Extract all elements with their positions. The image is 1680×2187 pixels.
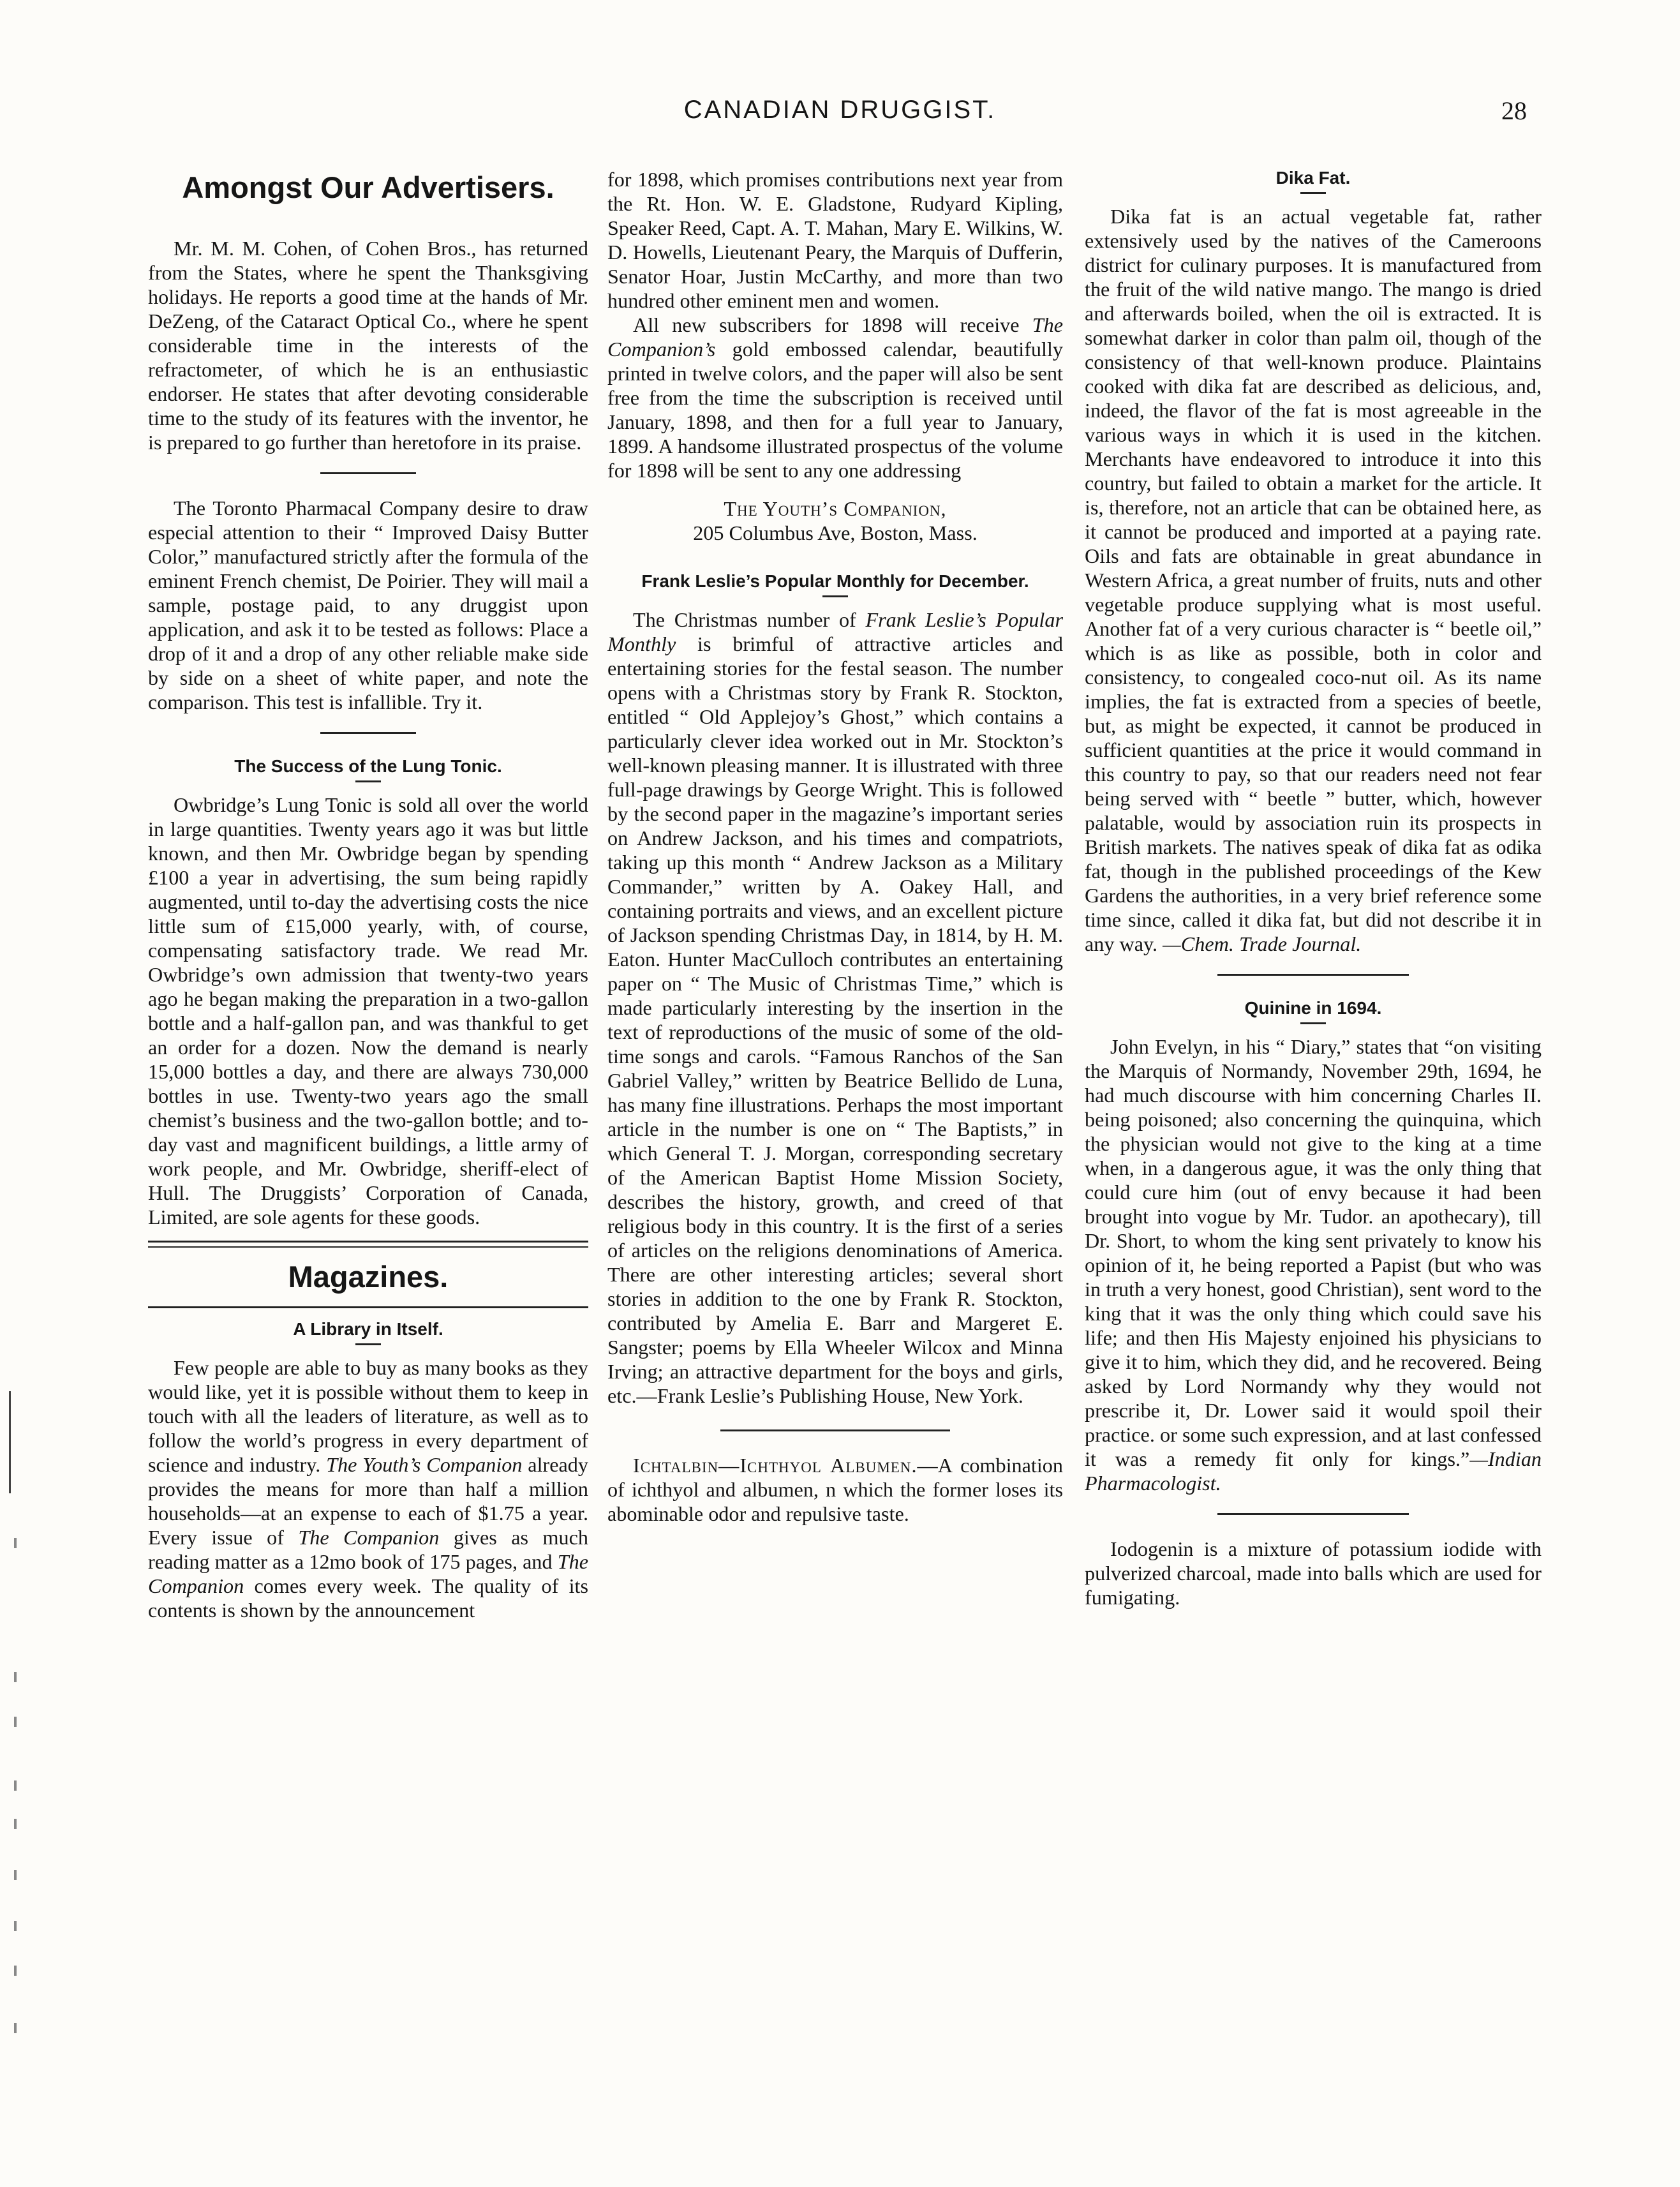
- scan-margin-dots: [8, 1372, 27, 2106]
- heading-dash: [822, 595, 848, 597]
- heading-dash: [1300, 192, 1326, 194]
- section-rule: [148, 1306, 588, 1308]
- article-paragraph: Few people are able to buy as many books as they would like, yet it is possible without them to keep in touch with all the leaders of literature, as well as to follow the world’s progress in every department of science and industry. The Youth’s Companion already provides the means for more than half a million households—at an expense to each of $1.75 a year. Every issue of The Companion gives as much reading matter as a 12mo book of 175 pages, and The Companion comes every week. The quality of its contents is shown by the announcement: [148, 1356, 588, 1622]
- article-paragraph: John Evelyn, in his “ Diary,” states that “on visiting the Marquis of Normandy, November 29th, 1694, he had much discourse with him concerning Charles II. being poisoned; also concerning the quinquina, which the physician would not give to the king at a time when, in a dangerous ague, it was the only thing that could cure him (out of envy because it had been brought into vogue by Mr. Tudor. an apothecary), till Dr. Short, to whom the king sent privately to know his opinion of it, he being reported a Papist (but who was in truth a very honest, good Christian), sent word to the king that it was the only thing which could save his life; and then His Majesty enjoined his physicians to give it to him, which they did, and he recovered. Being asked by Lord Normandy why they would not prescribe it, Dr. Lower said it would spoil their practice. or some such expression, and at last confessed it was a remedy fit only for kings.”—Indian Pharmacologist.: [1085, 1035, 1542, 1495]
- separator-rule: [320, 732, 416, 734]
- section-title-magazines: Magazines.: [288, 1260, 449, 1294]
- article-heading-lung-tonic: The Success of the Lung Tonic.: [234, 756, 502, 776]
- heading-dash: [355, 1343, 381, 1345]
- article-heading-quinine: Quinine in 1694.: [1244, 998, 1382, 1018]
- article-heading-frank-leslie: Frank Leslie’s Popular Monthly for December.: [641, 571, 1029, 591]
- separator-rule: [320, 472, 416, 474]
- separator-rule: [720, 1429, 950, 1431]
- article-paragraph: All new subscribers for 1898 will receive The Companion’s gold embossed calendar, beautifully printed in twelve colors, and the paper will also be sent free from the time the subscription is received until January, 1898, and then for a full year to January, 1899. A handsome illustrated prospectus of the volume for 1898 will be sent to any one addressing: [607, 313, 1063, 482]
- separator-rule: [1217, 1513, 1409, 1515]
- article-paragraph: The Toronto Pharmacal Company desire to draw especial attention to their “ Improved Daisy Butter Color,” manufactured strictly after the formula of the eminent French chemist, De Poirier. They will mail a sample, postage paid, to any druggist upon application, and ask it to be tested as follows: Place a drop of it and a drop of any other reliable make side by side on a sheet of white paper, and note the comparison. This test is infallible. Try it.: [148, 496, 588, 713]
- article-paragraph: Ichtalbin—Ichthyol Albumen.—A combination of ichthyol and albumen, n which the former loses its abominable odor and repulsive taste.: [607, 1454, 1063, 1525]
- column-2: [607, 167, 1063, 2098]
- page-header: [0, 96, 1680, 140]
- section-title-advertisers: Amongst Our Advertisers.: [182, 170, 554, 204]
- double-rule: [148, 1241, 588, 1248]
- article-paragraph: Dika fat is an actual vegetable fat, rather extensively used by the natives of the Cameroons district for culinary purposes. It is manufactured from the fruit of the wild native mango. The mango is dried and afterwards boiled, when the oil is extracted. It is somewhat darker in color than palm oil, though of the consistency of that well-known produce. Plaintains cooked with dika fat are described as delicious, and, indeed, the flavor of the fat is most agreeable in the various ways in which it is used in the kitchen. Merchants have endeavored to introduce it into this country, but failed to obtain a market for the article. It is, therefore, not an article that can be obtained here, as it cannot be produced and imported at a paying rate. Oils and fats are obtainable in great abundance in Western Africa, a great number of fruits, nuts and other vegetable produce supplying what is most useful. Another fat of a very curious character is “ beetle oil,” which is as like as possible, both in color and consistency, to congealed coco-nut oil. As its name implies, the fat is extracted from a species of beetle, but, as might be expected, it cannot be produced in sufficient quantities at the price it would command in this country to pay, so that our readers need not fear being served with “ beetle ” butter, which, however palatable, would by association ruin its prospects in British markets. The natives speak of dika fat as odika fat, though in the published proceedings of the Kew Gardens the authorities, in a very brief reference some time since, called it dika fat, but did not describe it in any way. —Chem. Trade Journal.: [1085, 205, 1542, 955]
- signature-line: The Youth’s Companion,: [724, 497, 947, 520]
- separator-rule: [1217, 974, 1409, 976]
- heading-dash: [355, 780, 381, 782]
- column-1: [148, 167, 588, 2098]
- article-paragraph: The Christmas number of Frank Leslie’s Popular Monthly is brimful of attractive articles and entertaining stories for the festal season. The number opens with a Christmas story by Frank R. Stockton, entitled “ Old Applejoy’s Ghost,” which contains a particularly clever idea worked out in Mr. Stockton’s well-known pleasing manner. It is illustrated with three full-page drawings by George Wright. This is followed by the second paper in the magazine’s important series on Andrew Jackson, and his times and compatriots, taking up this month “ Andrew Jackson as a Military Commander,” written by A. Oakey Hall, and containing portraits and views, and an excellent picture of Jackson spending Christmas Day, in 1814, by H. M. Eaton. Hunter MacCulloch contributes an entertaining paper on “ The Music of Christmas Time,” which is made particularly interesting by the insertion in the text of reproductions of the music of some of the old-time songs and carols. “Famous Ranchos of the San Gabriel Valley,” written by Beatrice Bellido de Luna, has many fine illustrations. Perhaps the most important article in the number is one on “ The Baptists,” in which General T. J. Morgan, corresponding secretary of the American Baptist Home Mission Society, describes the history, growth, and creed of that religious body in this country. It is the first of a series of articles on the religions denominations of America. There are other interesting articles; several short stories in addition to the one by Frank R. Stockton, contributed by Amelia E. Barr and Margeret E. Sangster; poems by Ella Wheeler Wilcox and Minna Irving; an attractive department for the boys and girls, etc.—Frank Leslie’s Publishing House, New York.: [607, 608, 1063, 1407]
- column-3: [1085, 167, 1542, 2098]
- page-number: 28: [1501, 96, 1527, 125]
- article-heading-library: A Library in Itself.: [293, 1319, 443, 1339]
- article-paragraph: for 1898, which promises contributions next year from the Rt. Hon. W. E. Gladstone, Rudyard Kipling, Speaker Reed, Capt. A. T. Mahan, Mary E. Wilkins, W. D. Howells, Lieutenant Peary, the Marquis of Dufferin, Senator Hoar, Justin McCarthy, and more than two hundred other eminent men and women.: [607, 168, 1063, 312]
- heading-dash: [1300, 1022, 1326, 1024]
- running-head: CANADIAN DRUGGIST.: [683, 96, 997, 124]
- article-paragraph: Iodogenin is a mixture of potassium iodide with pulverized charcoal, made into balls which are used for fumigating.: [1085, 1537, 1542, 1609]
- signature-address: 205 Columbus Ave, Boston, Mass.: [693, 521, 978, 544]
- article-paragraph: Mr. M. M. Cohen, of Cohen Bros., has returned from the States, where he spent the Thanksgiving holidays. He reports a good time at the hands of Mr. DeZeng, of the Cataract Optical Co., where he spent considerable time in the interests of the refractometer, of which he is an enthusiastic endorser. He states that after devoting considerable time to the study of its features with the inventor, he is prepared to go further than heretofore in its praise.: [148, 237, 588, 454]
- article-paragraph: Owbridge’s Lung Tonic is sold all over the world in large quantities. Twenty years ago it was but little known, and then Mr. Owbridge began by spending £100 a year in advertising, the sum being rapidly augmented, until to-day the advertising costs the nice little sum of £15,000 yearly, with, of course, compensating satisfactory trade. We read Mr. Owbridge’s own admission that twenty-two years ago he began making the preparation in a two-gallon bottle and a half-gallon pan, and was thankful to get an order for a dozen. Now the demand is nearly 15,000 bottles a day, and there are always 730,000 bottles in use. Twenty-two years ago the small chemist’s business and the two-gallon bottle; and to-day vast and magnificent buildings, a little army of work people, and Mr. Owbridge, sheriff-elect of Hull. The Druggists’ Corporation of Canada, Limited, are sole agents for these goods.: [148, 793, 588, 1228]
- article-heading-dika-fat: Dika Fat.: [1275, 168, 1351, 188]
